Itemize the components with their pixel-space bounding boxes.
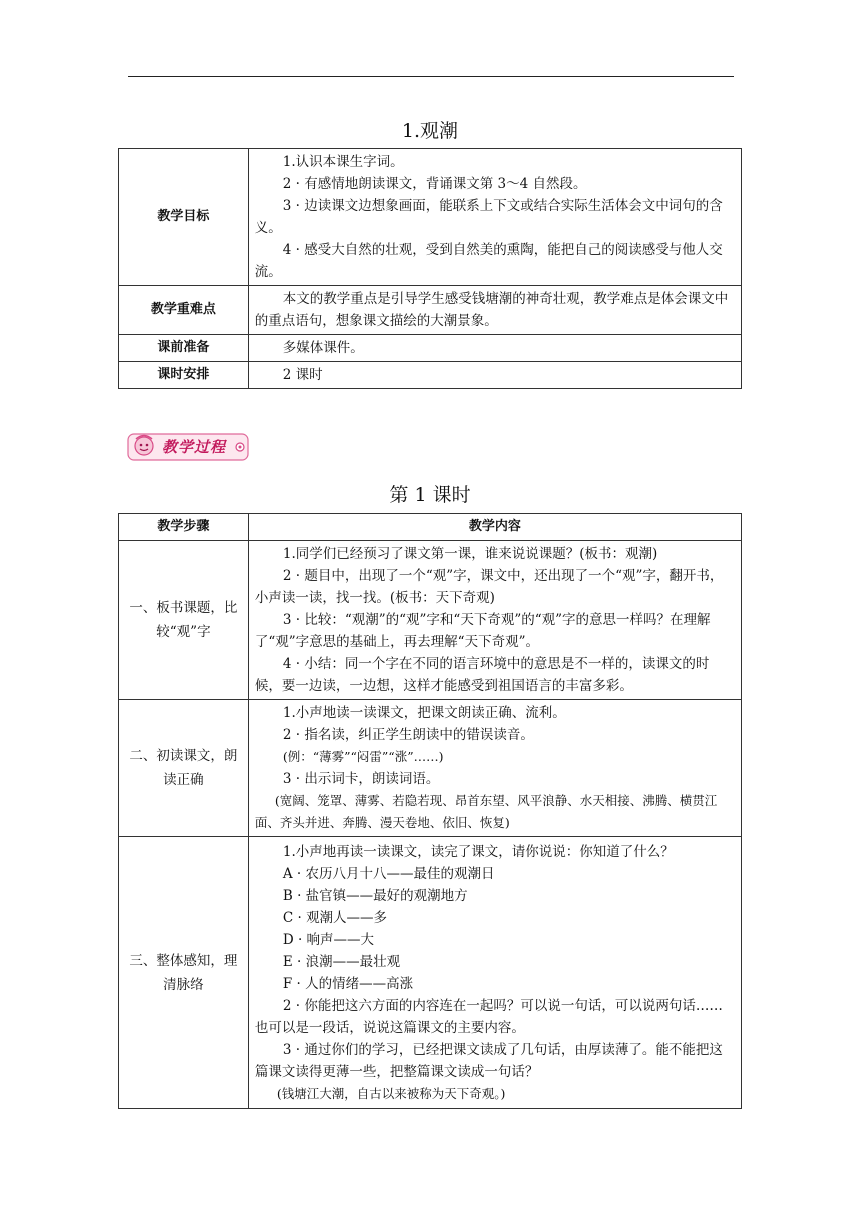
text-line: 1.同学们已经预习了课文第一课，谁来说说课题？(板书：观潮) xyxy=(282,546,658,562)
text-line: 3 · 比较：“观潮”的“观”字和“天下奇观”的“观”字的意思一样吗？在理解了“观”字意思的基础上，再去理解“天下奇观”。 xyxy=(254,612,711,650)
text-line: 3 · 通过你们的学习，已经把课文读成了几句话，由厚读薄了。能不能把这篇课文读得更薄一些，把整篇课文读成一句话？ xyxy=(254,1041,723,1080)
badge-label: 教学过程 xyxy=(162,438,227,456)
table-row xyxy=(119,149,742,286)
text-line: 2 · 指名读，纠正学生朗读中的错误读音。 xyxy=(282,727,534,743)
process-table xyxy=(118,513,742,1109)
text-line: 4 · 感受大自然的壮观，受到自然美的熏陶，能把自己的阅读感受与他人交流。 xyxy=(254,242,723,280)
process-badge xyxy=(126,430,250,464)
text-line: 3 · 边读课文边想象画面，能联系上下文或结合实际生活体会文中词句的含义。 xyxy=(254,198,723,236)
header-step: 教学步骤 xyxy=(119,514,249,541)
step-content xyxy=(248,700,741,837)
text-line: 1.小声地读一读课文，把课文朗读正确、流利。 xyxy=(282,705,566,721)
step-content xyxy=(248,837,741,1109)
text-line: 4 · 小结：同一个字在不同的语言环境中的意思是不一样的，读课文的时候，要一边读，一边想，这样才能感受到祖国语言的丰富多彩。 xyxy=(254,656,710,694)
text-line: 2 课时 xyxy=(282,367,323,383)
table-row xyxy=(119,335,742,362)
row-content xyxy=(248,335,741,362)
text-line: A · 农历八月十八——最佳的观潮日 xyxy=(282,865,495,882)
text-line: D · 响声——大 xyxy=(282,931,375,948)
overview-table xyxy=(118,148,742,389)
text-line: (例：“薄雾”“闷雷”“涨”……) xyxy=(282,749,444,764)
text-line: E · 浪潮——最壮观 xyxy=(282,953,401,970)
table-row xyxy=(119,362,742,389)
text-line: 1.小声地再读一读课文，读完了课文，请你说说：你知道了什么？ xyxy=(282,843,674,860)
text-line: 本文的教学重点是引导学生感受钱塘潮的神奇壮观，教学难点是体会课文中的重点语句，想象课文描绘的大潮景象。 xyxy=(254,291,729,329)
table-row xyxy=(119,286,742,335)
text-line: B · 盐官镇——最好的观潮地方 xyxy=(282,887,468,904)
text-line: C · 观潮人——多 xyxy=(282,909,388,926)
table-row xyxy=(119,541,742,700)
text-line: (钱塘江大潮，自古以来被称为天下奇观。) xyxy=(276,1085,506,1101)
row-label: 课前准备 xyxy=(119,335,249,362)
table-row xyxy=(119,837,742,1109)
text-line: F · 人的情绪——高涨 xyxy=(282,975,414,992)
row-label: 教学重难点 xyxy=(119,286,249,335)
row-content xyxy=(248,286,741,335)
lesson-title: 1.观潮 xyxy=(401,120,459,142)
row-content xyxy=(248,362,741,389)
text-line: 2 · 你能把这六方面的内容连在一起吗？可以说一句话，可以说两句话……也可以是一段话，说说这篇课文的主要内容。 xyxy=(254,997,723,1036)
row-label: 教学目标 xyxy=(119,149,249,286)
text-line: (宽阔、笼罩、薄雾、若隐若现、昂首东望、风平浪静、水天相接、沸腾、横贯江面、齐头并进、奔腾、漫天卷地、依旧、恢复) xyxy=(254,793,718,830)
step-label: 一、板书课题，比较“观”字 xyxy=(119,541,249,700)
row-label: 课时安排 xyxy=(119,362,249,389)
header-rule xyxy=(128,76,734,77)
text-line: 2 · 题目中，出现了一个“观”字，课文中，还出现了一个“观”字，翻开书，小声读一读，找一找。(板书：天下奇观) xyxy=(254,568,724,606)
step-label: 三、整体感知，理清脉络 xyxy=(119,837,249,1109)
step-content xyxy=(248,541,741,700)
text-line: 2 · 有感情地朗读课文，背诵课文第 3～4 自然段。 xyxy=(282,176,587,192)
period-title: 第 1 课时 xyxy=(389,484,471,506)
step-label: 二、初读课文，朗读正确 xyxy=(119,700,249,837)
row-content xyxy=(248,149,741,286)
header-content: 教学内容 xyxy=(248,514,741,541)
text-line: 1.认识本课生字词。 xyxy=(282,154,404,170)
text-line: 多媒体课件。 xyxy=(282,340,364,356)
table-header-row xyxy=(119,514,742,541)
table-row xyxy=(119,700,742,837)
text-line: 3 · 出示词卡，朗读词语。 xyxy=(282,771,440,787)
